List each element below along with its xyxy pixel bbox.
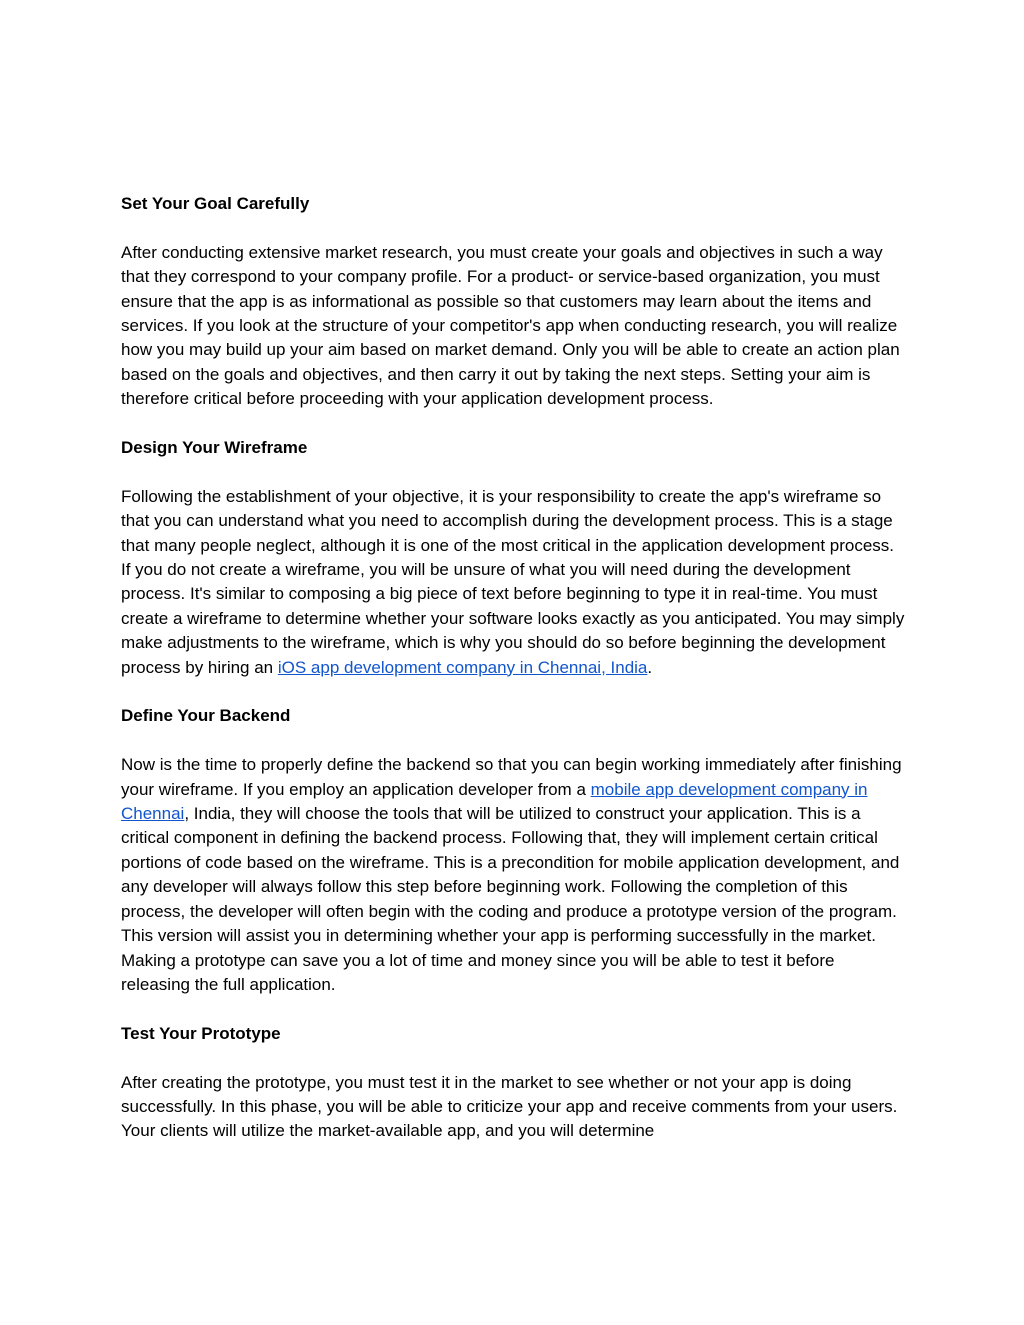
backend-paragraph-text: Now is the time to properly define the backend so that you can begin working immediately after finishing your wireframe. If you employ an application developer from a	[121, 755, 902, 799]
section-body-wireframe	[121, 485, 906, 680]
ios-app-company-link[interactable]: iOS app development company in Chennai, India	[277, 657, 648, 677]
document-content	[121, 192, 906, 1168]
wireframe-paragraph-end: .	[647, 657, 653, 677]
section-heading-wireframe: Design Your Wireframe	[121, 438, 308, 458]
section-body-prototype	[121, 1071, 906, 1144]
section-heading-goal: Set Your Goal Carefully	[121, 194, 310, 213]
section-heading-prototype: Test Your Prototype	[121, 1023, 281, 1043]
wireframe-paragraph-text: Following the establishment of your objective, it is your responsibility to create the app's wireframe so that you can understand what you need to accomplish during the development process. This is a stage that many people neglect, although it is one of the most critical in the application development process. If you do not create a wireframe, you will be unsure of what you will need during the development process. It's similar to composing a big piece of text before beginning to type it in real-time. You must create a wireframe to determine whether your software looks exactly as you anticipated. You may simply make adjustments to the wireframe, which is why you should do so before beginning the development process by hiring an	[121, 486, 905, 677]
mobile-app-company-link[interactable]: mobile app development company in Chennai	[121, 779, 868, 824]
backend-paragraph-end: , India, they will choose the tools that will be utilized to construct your application. This is a critical component in defining the backend process. Following that, they will implement certain critical portions of code based on the wireframe. This is a precondition for mobile application development, and any developer will always follow this step before beginning work. Following the completion of this process, the developer will often begin with the coding and produce a prototype version of the program. This version will assist you in determining whether your app is performing successfully in the market. Making a prototype can save you a lot of time and money since you will be able to test it before releasing the full application.	[121, 804, 900, 994]
section-body-goal	[121, 241, 906, 412]
section-body-backend	[121, 753, 906, 997]
goal-paragraph-text: After conducting extensive market research, you must create your goals and objectives in such a way that they correspond to your company profile. For a product- or service-based organization, you must ensure that the app is as informational as possible so that customers may learn about the items and services. If you look at the structure of your competitor's app when conducting research, you will realize how you may build up your aim based on market demand. Only you will be able to create an action plan based on the goals and objectives, and then carry it out by taking the next steps. Setting your aim is therefore critical before proceeding with your application development process.	[121, 242, 900, 409]
section-heading-backend: Define Your Backend	[121, 706, 291, 726]
prototype-paragraph-text: After creating the prototype, you must test it in the market to see whether or not your app is doing successfully. In this phase, you will be able to criticize your app and receive comments from your users. Your clients will utilize the market-available app, and you will determine	[121, 1072, 898, 1141]
